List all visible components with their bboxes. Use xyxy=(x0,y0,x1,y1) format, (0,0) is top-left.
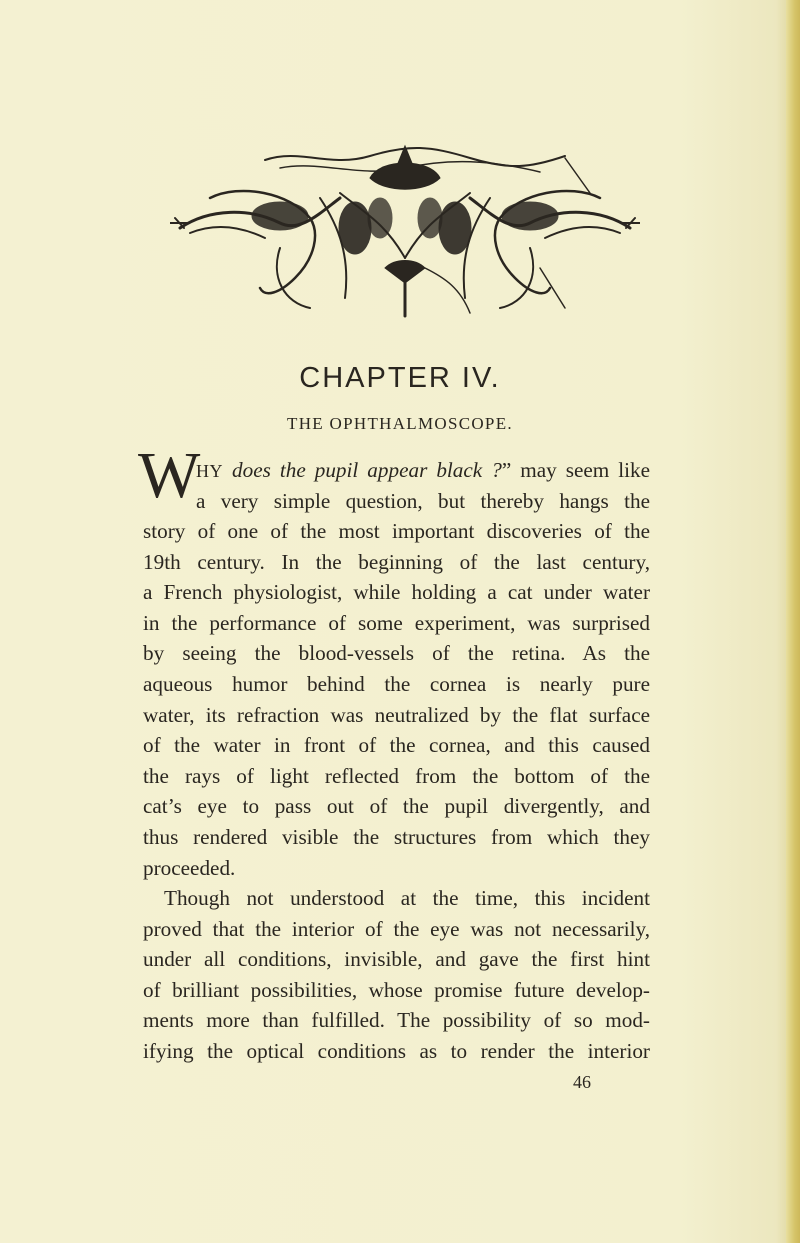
paragraph-line: thus rendered visible the structures from which they xyxy=(143,824,650,849)
opening-word: HY xyxy=(196,461,223,481)
paragraph-line: of the water in front of the cornea, and this caused xyxy=(143,733,650,758)
paragraph-line: the rays of light reflected from the bottom of the xyxy=(143,763,650,788)
paragraph-line: ifying the optical conditions as to render the interior xyxy=(143,1038,650,1063)
opening-lines xyxy=(196,455,650,516)
page-number: 46 xyxy=(573,1072,591,1092)
paragraph-line xyxy=(196,455,650,486)
paragraph-line: in the performance of some experiment, was surprised xyxy=(143,610,650,635)
paragraph-line: under all conditions, invisible, and gave the first hint xyxy=(143,947,650,972)
paragraph-line: of brilliant possibilities, whose promise future develop- xyxy=(143,977,650,1002)
page-edge xyxy=(786,0,800,1243)
opening-line-rest: may seem like xyxy=(520,458,651,482)
paragraph-line: 19th century. In the beginning of the last century, xyxy=(143,549,650,574)
paragraph-line: aqueous humor behind the cornea is nearly pure xyxy=(143,671,650,696)
paragraph-line: by seeing the blood-vessels of the retina. As the xyxy=(143,641,650,666)
chapter-title: CHAPTER IV. xyxy=(299,362,501,394)
paragraph-line: ments more than fulfilled. The possibility of so mod- xyxy=(143,1008,650,1033)
opening-quote: does the pupil appear black ? xyxy=(232,458,502,482)
paragraph-line: proceeded. xyxy=(143,855,236,880)
paragraph-line: a very simple question, but thereby hangs the xyxy=(196,488,650,513)
chapter-ornament xyxy=(170,138,640,320)
paragraph-line: cat’s eye to pass out of the pupil divergently, and xyxy=(143,794,650,819)
quote-close: ” xyxy=(501,458,512,482)
paragraph-line: Though not understood at the time, this incident xyxy=(164,886,650,910)
paragraph-line: water, its refraction was neutralized by the flat surface xyxy=(143,702,650,727)
paragraph-1 xyxy=(143,516,650,883)
paragraph-line: proved that the interior of the eye was not necessarily, xyxy=(143,916,650,941)
drop-cap: W xyxy=(138,439,201,512)
paragraph-2 xyxy=(143,883,650,1067)
paragraph-line: story of one of the most important discoveries of the xyxy=(143,519,650,543)
section-title: THE OPHTHALMOSCOPE. xyxy=(287,414,513,433)
paragraph-line: a French physiologist, while holding a cat under water xyxy=(143,580,650,605)
